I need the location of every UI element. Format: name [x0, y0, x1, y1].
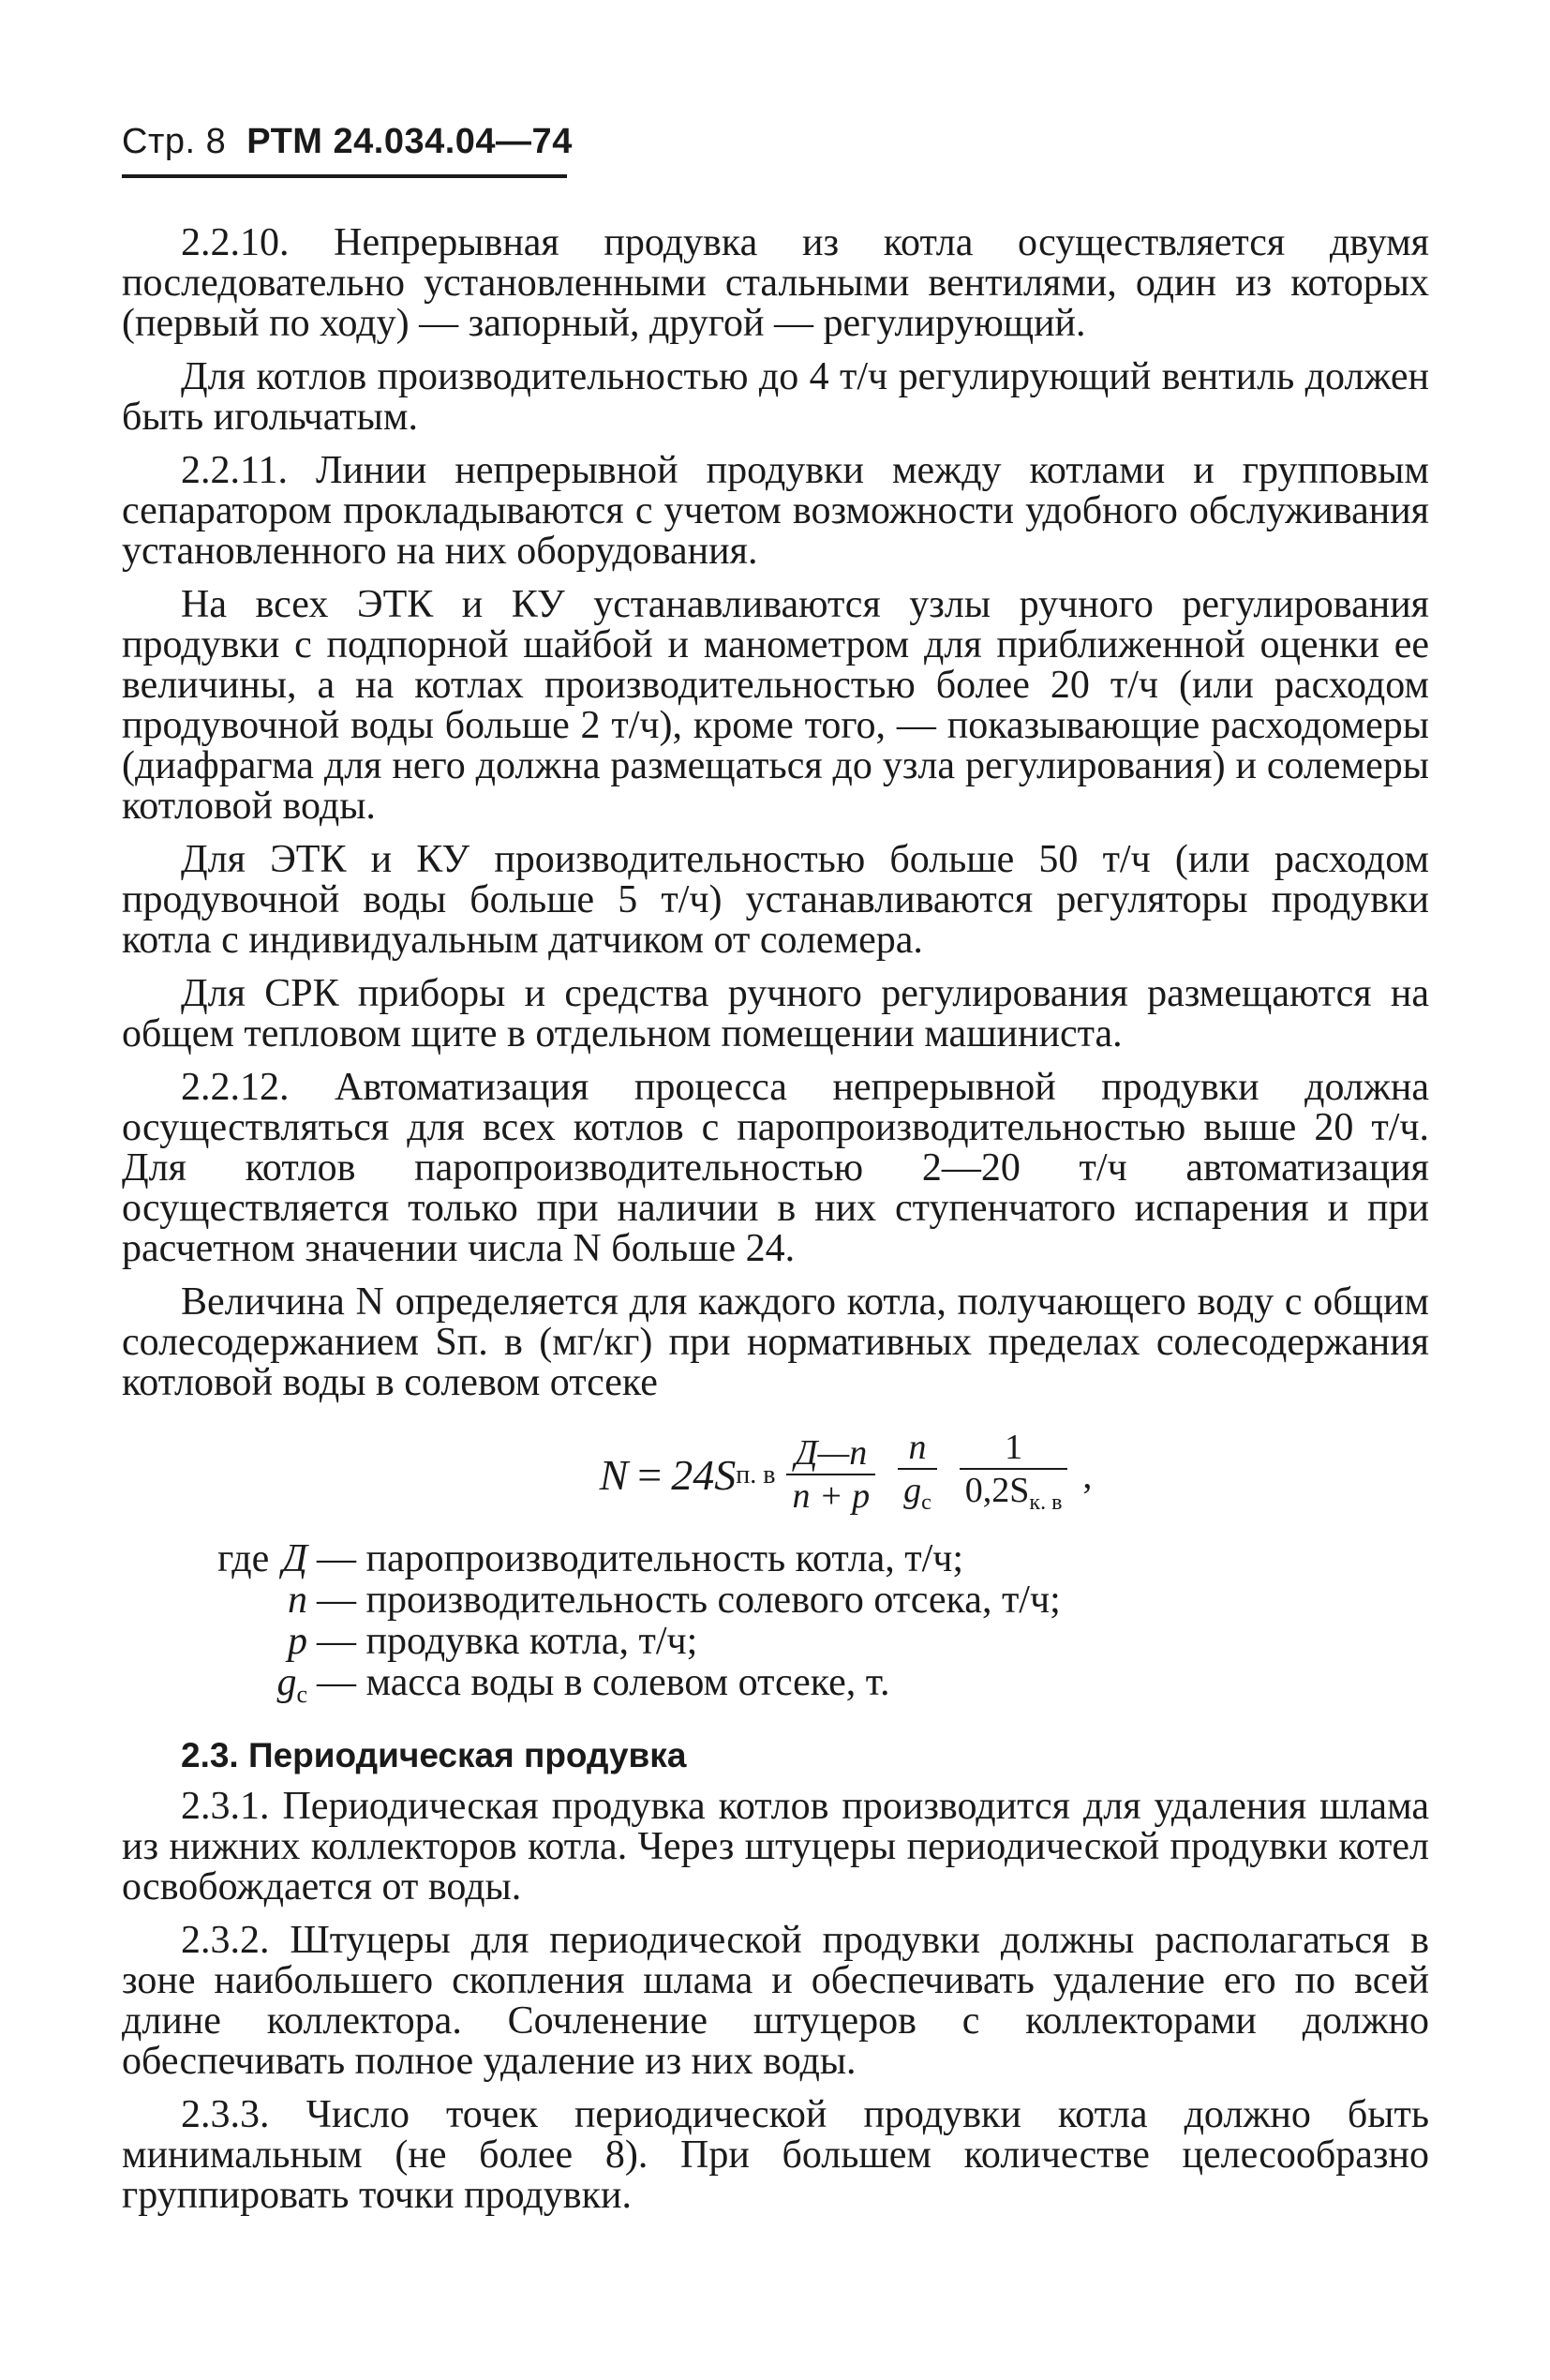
paragraph-etk-ku-regulators: Для ЭТК и КУ производительностью больше 50 т/ч (или расходом продувочной воды больше 5 т/ч) устанавливаются регуляторы продувки котла с индивидуальным датчиком от солемера.	[122, 838, 1429, 962]
fraction-3-denominator	[960, 1468, 1068, 1521]
definition-lead-word: где	[217, 1537, 270, 1580]
definition-row	[122, 1621, 1429, 1662]
formula-fraction-1	[786, 1434, 875, 1515]
page-number: Стр. 8	[122, 122, 227, 161]
document-code: РТМ 24.034.04—74	[246, 122, 573, 161]
fraction-3-denominator-sub: к. в	[1029, 1489, 1063, 1515]
definition-text: — паропроизводительность котла, т/ч;	[317, 1537, 964, 1580]
header-rule	[122, 174, 567, 178]
formula-definitions	[122, 1538, 1429, 1715]
definition-symbol: g	[276, 1661, 297, 1704]
formula-coef: 24S	[671, 1450, 737, 1499]
definition-symbol: p	[288, 1620, 307, 1663]
paragraph-etk-ku-manual: На всех ЭТК и КУ устанавливаются узлы ручного регулирования продувки с подпорной шайбой и манометром для приближенной оценки ее величины, а на котлах производительностью более 20 т/ч (или расходом продувочной воды больше 2 т/ч), кроме того, — показывающие расходомеры (диафрагма для него должна размещаться до узла регулирования) и солемеры котловой воды.	[122, 583, 1429, 828]
fraction-3-denominator-symbol: 0,2S	[964, 1470, 1030, 1510]
formula-coef-sub: п. в	[736, 1459, 776, 1489]
fraction-2-denominator	[898, 1468, 937, 1521]
definition-symbol-sub: c	[296, 1681, 307, 1708]
definition-text: — производительность солевого отсека, т/ч;	[317, 1579, 1061, 1622]
paragraph-2-2-12: 2.2.12. Автоматизация процесса непрерывной продувки должна осуществляться для всех котлов с паропроизводительностью выше 20 т/ч. Для котлов паропроизводительностью 2—20 т/ч автоматизация осуществляется только при наличии в них ступенчатого испарения и при расчетном значении числа N больше 24.	[122, 1066, 1429, 1270]
paragraph-regulating-valve: Для котлов производительностью до 4 т/ч регулирующий вентиль должен быть игольчатым.	[122, 355, 1429, 439]
paragraph-2-2-11: 2.2.11. Линии непрерывной продувки между котлами и групповым сепаратором прокладываются с учетом возможности удобного обслуживания установленного на них оборудования.	[122, 449, 1429, 573]
paragraph-2-3-3: 2.3.3. Число точек периодической продувки котла должно быть минимальным (не более 8). При большем количестве целесообразно группировать точки продувки.	[122, 2093, 1429, 2217]
formula-comma: ,	[1082, 1453, 1093, 1496]
formula-lhs: N	[599, 1450, 629, 1499]
fraction-1-numerator: Д—n	[795, 1433, 868, 1473]
section-heading: 2.3. Периодическая продувка	[181, 1736, 687, 1774]
definition-row	[122, 1579, 1429, 1621]
formula-n	[262, 1428, 1429, 1521]
paragraph-2-3-2: 2.3.2. Штуцеры для периодической продувки должны располагаться в зоне наибольшего скопления шлама и обеспечивать удаление его по всей длине коллектора. Сочленение штуцеров с коллекторами должно обеспечивать полное удаление из них воды.	[122, 1919, 1429, 2083]
paragraph-srk: Для СРК приборы и средства ручного регулирования размещаются на общем тепловом щите в отдельном помещении машиниста.	[122, 972, 1429, 1055]
paragraph-value-n: Величина N определяется для каждого котла, получающего воду с общим солесодержанием Sп. в (мг/кг) при нормативных пределах солесодержания котловой воды в солевом отсеке	[122, 1280, 1429, 1404]
paragraph-2-3-1: 2.3.1. Периодическая продувка котлов производится для удаления шлама из нижних коллекторов котла. Через штуцеры периодической продувки котел освобождается от воды.	[122, 1785, 1429, 1908]
definition-symbol: Д	[282, 1537, 307, 1580]
page-body	[122, 223, 1429, 2229]
fraction-2-denominator-symbol: g	[903, 1470, 922, 1510]
fraction-3-numerator: 1	[1005, 1427, 1023, 1467]
definition-row	[122, 1662, 1429, 1715]
paragraph-2-2-10: 2.2.10. Непрерывная продувка из котла осуществляется двумя последовательно установленными стальными вентилями, один из которых (первый по ходу) — запорный, другой — регулирующий.	[122, 221, 1429, 345]
formula-equals: =	[637, 1450, 663, 1499]
fraction-2-denominator-sub: c	[921, 1489, 931, 1515]
formula-fraction-3	[960, 1429, 1068, 1521]
definition-symbol: n	[288, 1579, 307, 1622]
definition-row	[122, 1538, 1429, 1579]
formula-fraction-2	[898, 1429, 937, 1521]
definition-text: — масса воды в солевом отсеке, т.	[317, 1661, 890, 1704]
fraction-2-numerator: n	[908, 1427, 927, 1467]
fraction-1-denominator: n + p	[786, 1474, 875, 1515]
definition-text: — продувка котла, т/ч;	[317, 1620, 698, 1663]
page-header	[122, 122, 573, 162]
